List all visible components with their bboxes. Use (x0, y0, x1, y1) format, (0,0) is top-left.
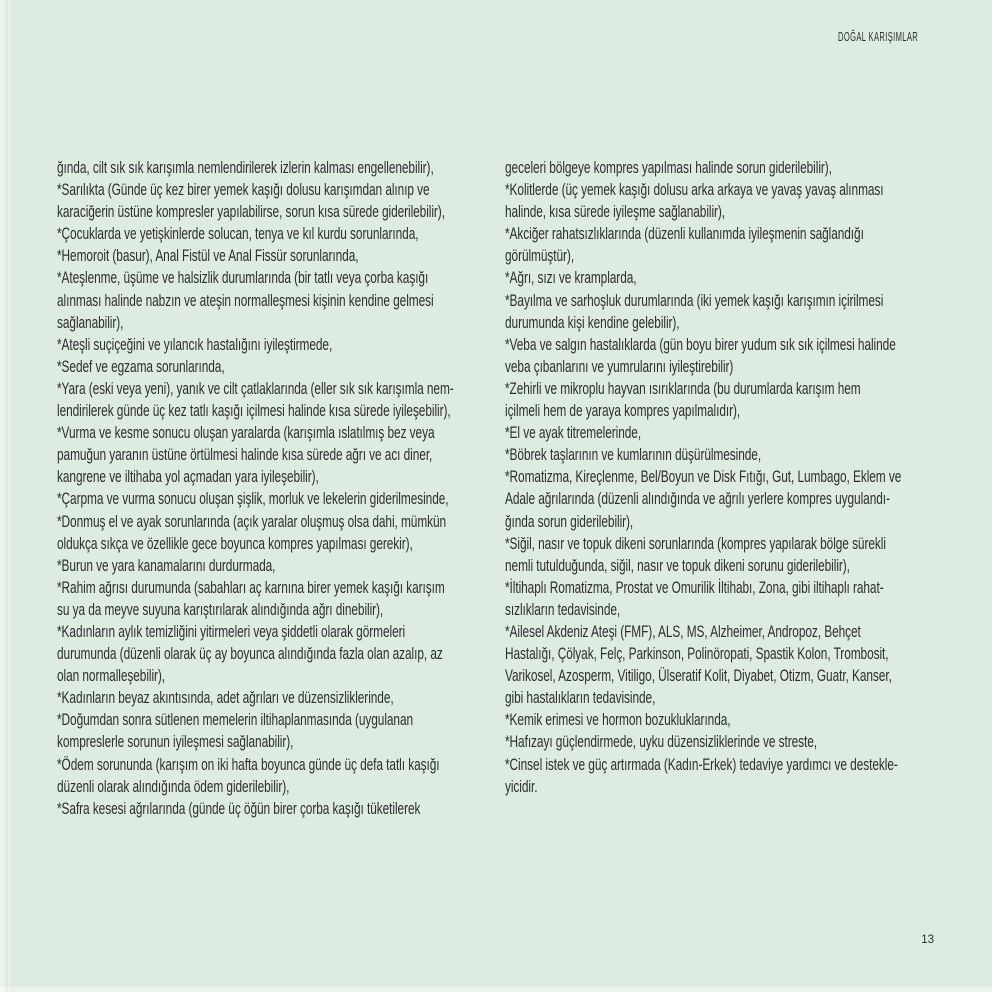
text-line: *Böbrek taşlarının ve kumlarının düşürülmesinde, (505, 446, 762, 465)
text-line: *Kemik erimesi ve hormon bozukluklarında, (505, 711, 731, 730)
text-line: *Kadınların aylık temizliğini yitirmeleri veya şiddetli olarak görmeleri (57, 622, 406, 641)
right-column (505, 157, 938, 798)
text-line: *Zehirli ve mikroplu hayvan ısırıklarında (bu durumlarda karışım hem (505, 379, 861, 398)
text-line: lendirilerek günde üç kez tatlı kaşığı içilmesi halinde kısa sürede iyileşebilir), (57, 402, 451, 421)
text-line: *İltihaplı Romatizma, Prostat ve Omurilik İltihabı, Zona, gibi iltihaplı rahat- (505, 578, 884, 597)
text-line: kangrene ve iltihaba yol açmadan yara iyileşebilir), (57, 468, 319, 487)
text-line: *Siğil, nasır ve topuk dikeni sorunlarında (kompres yapılarak bölge sürekli (505, 534, 886, 553)
text-line: *Ateşlenme, üşüme ve halsizlik durumlarında (bir tatlı veya çorba kaşığı (57, 269, 429, 288)
text-line: *Hemoroit (basur), Anal Fistül ve Anal Fissür sorunlarında, (57, 247, 359, 266)
text-line: *El ve ayak titremelerinde, (505, 424, 642, 443)
text-line: düzenli olarak alındığında ödem giderilebilir), (57, 777, 290, 796)
text-line: görülmüştür), (505, 247, 575, 266)
text-line: *Donmuş el ve ayak sorunlarında (açık yaralar oluşmuş olsa dahi, mümkün (57, 512, 447, 531)
text-line: *Cinsel istek ve güç artırmada (Kadın-Erkek) tedaviye yardımcı ve destekle- (505, 755, 898, 774)
text-line: ğında sorun giderilebilir), (505, 512, 634, 531)
text-line: durumunda (düzenli olarak üç ay boyunca alındığında fazla olan azalıp, az (57, 645, 443, 664)
page-edge-left-line (8, 0, 10, 992)
text-line: sızlıkların tedavisinde, (505, 600, 621, 619)
text-line: oldukça sıkça ve özellikle gece boyunca kompres yapılması gerekir), (57, 534, 413, 553)
left-column (57, 157, 490, 820)
page-number: 13 (921, 934, 934, 946)
text-line: olan normalleşebilir), (57, 667, 166, 686)
text-line: veba çıbanlarını ve yumrularını iyileştirebilir) (505, 357, 734, 376)
text-line: karaciğerin üstüne kompresler yapılabilirse, sorun kısa sürede giderilebilir), (57, 203, 445, 222)
text-line: *Ödem sorununda (karışım on iki hafta boyunca günde üç defa tatlı kaşığı (57, 755, 440, 774)
running-header (786, 28, 918, 46)
text-line: halinde, kısa sürede iyileşme sağlanabilir), (505, 203, 726, 222)
text-line: *Kadınların beyaz akıntısında, adet ağrıları ve düzensizliklerinde, (57, 689, 394, 708)
text-line: *Burun ve yara kanamalarını durdurmada, (57, 556, 276, 575)
text-line: geceleri bölgeye kompres yapılması halinde sorun giderilebilir), (505, 159, 832, 177)
text-line: *Çarpma ve vurma sonucu oluşan şişlik, morluk ve lekelerin giderilmesinde, (57, 490, 449, 509)
text-line: Adale ağrılarında (düzenli alındığında ve ağrılı yerlere kompres uygulandı- (505, 490, 890, 509)
text-line: *Ailesel Akdeniz Ateşi (FMF), ALS, MS, Alzheimer, Andropoz, Behçet (505, 622, 861, 641)
text-line: *Bayılma ve sarhoşluk durumlarında (iki yemek kaşığı karışımın içirilmesi (505, 291, 884, 310)
text-line: *Ağrı, sızı ve kramplarda, (505, 269, 637, 288)
text-line: *Doğumdan sonra sütlenen memelerin iltihaplanmasında (uygulanan (57, 711, 414, 730)
text-line: *Sarılıkta (Günde üç kez birer yemek kaşığı dolusu karışımdan alınıp ve (57, 181, 430, 200)
text-line: *Veba ve salgın hastalıklarda (gün boyu birer yudum sık sık içilmesi halinde (505, 335, 896, 354)
text-line: yicidir. (505, 777, 538, 796)
text-line: ğında, cilt sık sık karışımla nemlendirilerek izlerin kalması engellenebilir), (57, 159, 434, 177)
text-line: içilmeli hem de yaraya kompres yapılmalıdır), (505, 402, 741, 421)
text-line: *Vurma ve kesme sonucu oluşan yaralarda (karışımla ıslatılmış bez veya (57, 424, 435, 443)
page-edge-left-highlight (0, 0, 5, 992)
page-edge-bottom-highlight (0, 987, 992, 992)
text-line: Hastalığı, Çölyak, Felç, Parkinson, Polinöropati, Spastik Kolon, Trombosit, (505, 645, 889, 664)
text-line: *Romatizma, Kireçlenme, Bel/Boyun ve Disk Fıtığı, Gut, Lumbago, Eklem ve (505, 468, 902, 487)
text-line: *Kolitlerde (üç yemek kaşığı dolusu arka arkaya ve yavaş yavaş alınması (505, 181, 884, 200)
text-line: pamuğun yaranın üstüne örtülmesi halinde kısa sürede ağrı ve acı diner, (57, 446, 433, 465)
text-line: durumunda kişi kendine gelebilir), (505, 313, 680, 332)
text-line: *Yara (eski veya yeni), yanık ve cilt çatlaklarında (eller sık sık karışımla nem- (57, 379, 454, 398)
text-line: nemli tutulduğunda, siğil, nasır ve topuk dikeni sorunu giderilebilir), (505, 556, 850, 575)
text-line: *Akciğer rahatsızlıklarında (düzenli kullanımda iyileşmenin sağlandığı (505, 225, 864, 244)
text-line: *Sedef ve egzama sorunlarında, (57, 357, 225, 376)
running-header-title: DOĞAL KARIŞIMLAR (837, 30, 918, 44)
text-line: Varikosel, Azosperm, Vitiligo, Ülseratif Kolit, Diyabet, Otizm, Guatr, Kanser, (505, 667, 892, 686)
text-line: alınması halinde nabzın ve ateşin normalleşmesi kişinin kendine gelmesi (57, 291, 434, 310)
text-line: su ya da meyve suyuna karıştırılarak alındığında ağrı dinebilir), (57, 600, 384, 619)
text-line: sağlanabilir), (57, 313, 124, 332)
text-line: *Çocuklarda ve yetişkinlerde solucan, tenya ve kıl kurdu sorunlarında, (57, 225, 419, 244)
text-line: gibi hastalıkların tedavisinde, (505, 689, 656, 708)
text-line: *Safra kesesi ağrılarında (günde üç öğün birer çorba kaşığı tüketilerek (57, 799, 421, 818)
text-line: *Hafızayı güçlendirmede, uyku düzensizliklerinde ve streste, (505, 733, 817, 752)
text-line: *Ateşli suçiçeğini ve yılancık hastalığını iyileştirmede, (57, 335, 333, 354)
text-line: *Rahim ağrısı durumunda (sabahları aç karnına birer yemek kaşığı karışım (57, 578, 445, 597)
text-line: kompreslerle sorunun iyileşmesi sağlanabilir), (57, 733, 294, 752)
